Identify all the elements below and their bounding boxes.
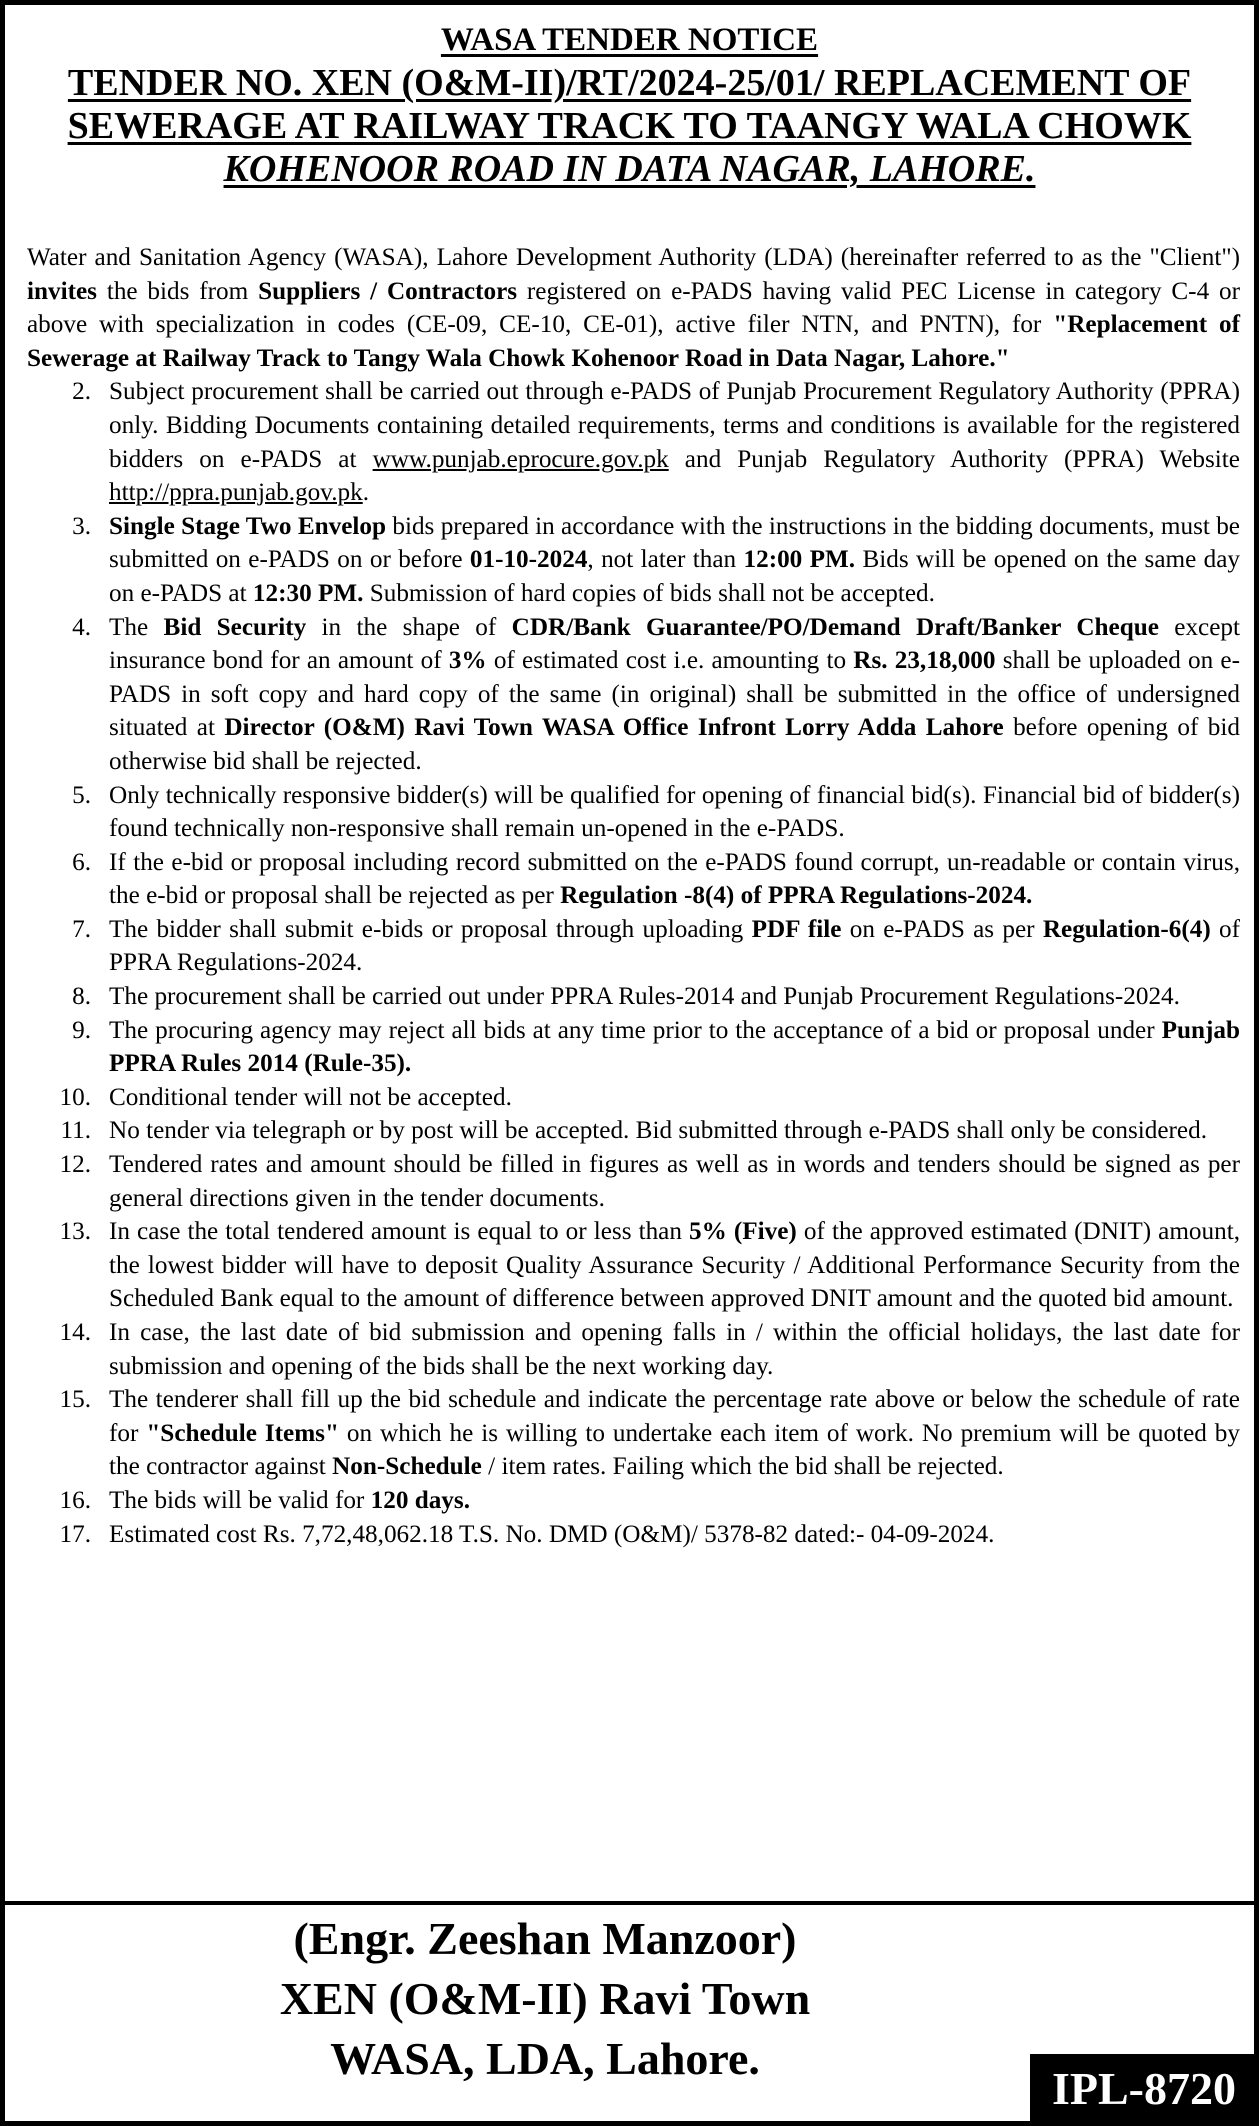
item-bold: Bid Security [163, 613, 307, 641]
notice-body [27, 241, 1240, 1551]
item-text: on which he is willing to undertake each item of work. No premium will be quoted by the contractor against [109, 1419, 1240, 1481]
intro-text-2: the bids from [96, 277, 259, 305]
ppra-link[interactable]: http://ppra.punjab.gov.pk [109, 479, 363, 507]
item-bold: 3% [448, 647, 487, 675]
bid-security-amount: Rs. 23,18,000 [853, 647, 996, 675]
item-text: Only technically responsive bidder(s) will be qualified for opening of financial bid(s). Financial bid of bidder(s) found technically non-responsive shall remain un-opened in the e-PADS. [109, 781, 1240, 843]
office-address: Director (O&M) Ravi Town WASA Office Infront Lorry Adda Lahore [224, 714, 1004, 742]
conditions-list [27, 375, 1240, 1551]
item-bold: Punjab PPRA Rules 2014 (Rule-35). [109, 1016, 1240, 1078]
item-number: 4. [72, 613, 91, 641]
item-bold: Single Stage Two Envelop [109, 512, 387, 540]
item-text: Submission of hard copies of bids shall not be accepted. [363, 579, 935, 607]
item-number: 14. [59, 1319, 91, 1346]
intro-paragraph [27, 241, 1240, 375]
opening-time: 12:30 PM. [252, 579, 364, 607]
list-item [27, 846, 1240, 913]
item-text: / item rates. Failing which the bid shall be rejected. [481, 1453, 1004, 1481]
item-text: Bids will be opened on the same day on e-PADS at [109, 546, 1241, 607]
item-number: 12. [59, 1151, 91, 1179]
item-text: and Punjab Regulatory Authority (PPRA) Website [668, 445, 1240, 473]
intro-text-1: Water and Sanitation Agency (WASA), Lahore Development Authority (LDA) (hereinafter referred to as the "Client") [27, 244, 1240, 271]
list-item [27, 1316, 1240, 1383]
item-number: 17. [59, 1520, 91, 1548]
list-item [27, 980, 1240, 1014]
item-text: No tender via telegraph or by post will be accepted. Bid submitted through e-PADS shall only be considered. [109, 1117, 1207, 1145]
item-text: If the e-bid or proposal including record submitted on the e-PADS found corrupt, un-readable or contain virus, the e-bid or proposal shall be rejected as per [109, 848, 1240, 910]
item-text: The bidder shall submit e-bids or proposal through uploading [109, 915, 752, 943]
item-text: shall be uploaded on e-PADS in soft copy and hard copy of the same (in original) shall be submitted in the office of undersigned situated at [109, 647, 1240, 742]
item-text: Conditional tender will not be accepted. [109, 1083, 512, 1111]
item-text: The bids will be valid for [109, 1486, 371, 1514]
item-bold: Regulation -8(4) of PPRA Regulations-2024. [560, 882, 1033, 910]
intro-text-3: registered on e-PADS having valid PEC License in category C-4 or above with specialization in codes (CE-09, CE-10, CE-01), active filer NTN, and PNTN), for [27, 277, 1240, 339]
item-bold: Regulation-6(4) [1042, 915, 1211, 943]
item-text: The procuring agency may reject all bids at any time prior to the acceptance of a bid or proposal under [109, 1016, 1162, 1044]
tender-location-line: KOHENOOR ROAD IN DATA NAGAR, LAHORE. [223, 148, 1036, 190]
list-item [27, 375, 1240, 509]
list-item [27, 779, 1240, 846]
list-item [27, 1081, 1240, 1115]
item-text: in the shape of [306, 613, 512, 641]
item-number: 7. [72, 915, 91, 943]
signatory-designation: XEN (O&M-II) Ravi Town [279, 1973, 811, 2024]
item-number: 15. [59, 1386, 91, 1414]
item-text: The tenderer shall fill up the bid schedule and indicate the percentage rate above or below the schedule of rate for [109, 1386, 1240, 1447]
tender-subject-line: SEWERAGE AT RAILWAY TRACK TO TAANGY WALA CHOWK [67, 105, 1192, 147]
estimated-cost-text: Estimated cost Rs. 7,72,48,062.18 T.S. No. DMD (O&M)/ 5378-82 dated:- 04-09-2024. [109, 1520, 995, 1548]
item-number: 8. [72, 983, 91, 1011]
item-text: on e-PADS as per [841, 915, 1043, 943]
item-number: 13. [59, 1218, 91, 1246]
list-item [27, 1484, 1240, 1518]
intro-bold-1: invites [27, 277, 97, 305]
item-number: 11. [60, 1117, 91, 1145]
signatory-name: (Engr. Zeeshan Manzoor) [293, 1913, 797, 1964]
signatory-organization: WASA, LDA, Lahore. [330, 2033, 760, 2084]
footer-divider [5, 1901, 1254, 1905]
item-number: 6. [72, 848, 91, 876]
item-number: 2. [72, 378, 91, 406]
item-bold: CDR/Bank Guarantee/PO/Demand Draft/Banker Cheque [511, 613, 1159, 641]
list-item [27, 1114, 1240, 1148]
item-text: In case, the last date of bid submission and opening falls in / within the official holidays, the last date for submission and opening of the bids shall be the next working day. [109, 1319, 1240, 1380]
list-item [27, 611, 1240, 779]
item-text: of the approved estimated (DNIT) amount, the lowest bidder will have to deposit Quality Assurance Security / Additional Performance Security from the Scheduled Bank equal to the amount of difference between approved DNIT amount and the quoted bid amount. [109, 1218, 1241, 1313]
item-text: of PPRA Regulations-2024. [109, 915, 1240, 977]
item-text: bids prepared in accordance with the instructions in the bidding documents, must be submitted on e-PADS on or before [109, 512, 1240, 574]
eprocure-link[interactable]: www.punjab.eprocure.gov.pk [372, 445, 669, 473]
submission-time: 12:00 PM. [743, 546, 856, 574]
item-bold: Non-Schedule [332, 1453, 482, 1481]
notice-title: WASA TENDER NOTICE [440, 22, 819, 58]
ipl-code-badge: IPL-8720 [1030, 2054, 1254, 2121]
item-text: before opening of bid otherwise bid shall be rejected. [109, 714, 1240, 775]
item-bold: "Schedule Items" [146, 1419, 339, 1447]
list-item [27, 1518, 1240, 1552]
item-bold: 5% (Five) [689, 1218, 797, 1246]
item-text: of estimated cost i.e. amounting to [486, 647, 854, 675]
item-text: The procurement shall be carried out under PPRA Rules-2014 and Punjab Procurement Regulations-2024. [109, 983, 1180, 1011]
item-number: 9. [72, 1016, 91, 1044]
list-item [27, 1148, 1240, 1215]
intro-project-title: "Replacement of Sewerage at Railway Track to Tangy Wala Chowk Kohenoor Road in Data Nagar, Lahore." [27, 311, 1240, 372]
item-number: 16. [59, 1486, 91, 1514]
submission-date: 01-10-2024 [469, 546, 588, 574]
item-text: The [109, 613, 164, 641]
notice-header [5, 19, 1254, 191]
list-item [27, 1215, 1240, 1316]
list-item [27, 1014, 1240, 1081]
item-text: except insurance bond for an amount of [109, 613, 1240, 675]
list-item [27, 510, 1240, 611]
validity-period: 120 days. [370, 1486, 470, 1514]
item-text: , not later than [587, 546, 744, 574]
item-bold: PDF file [751, 915, 842, 943]
list-item [27, 1383, 1240, 1484]
item-text: In case the total tendered amount is equal to or less than [109, 1218, 690, 1246]
intro-bold-2: Suppliers / Contractors [258, 277, 518, 305]
item-number: 5. [72, 781, 91, 809]
item-text: Subject procurement shall be carried out through e-PADS of Punjab Procurement Regulatory Authority (PPRA) only. Bidding Documents containing detailed requirements, terms and conditions is available for the registered bidders on e-PADS at [109, 378, 1240, 473]
list-item [27, 913, 1240, 980]
item-text: Tendered rates and amount should be filled in figures as well as in words and tenders should be signed as per general directions given in the tender documents. [109, 1151, 1240, 1212]
item-number: 10. [59, 1083, 91, 1111]
item-text: . [362, 479, 370, 507]
item-number: 3. [72, 512, 91, 540]
signature-block [165, 1909, 925, 2089]
tender-number-line: TENDER NO. XEN (O&M-II)/RT/2024-25/01/ REPLACEMENT OF [67, 62, 1192, 104]
